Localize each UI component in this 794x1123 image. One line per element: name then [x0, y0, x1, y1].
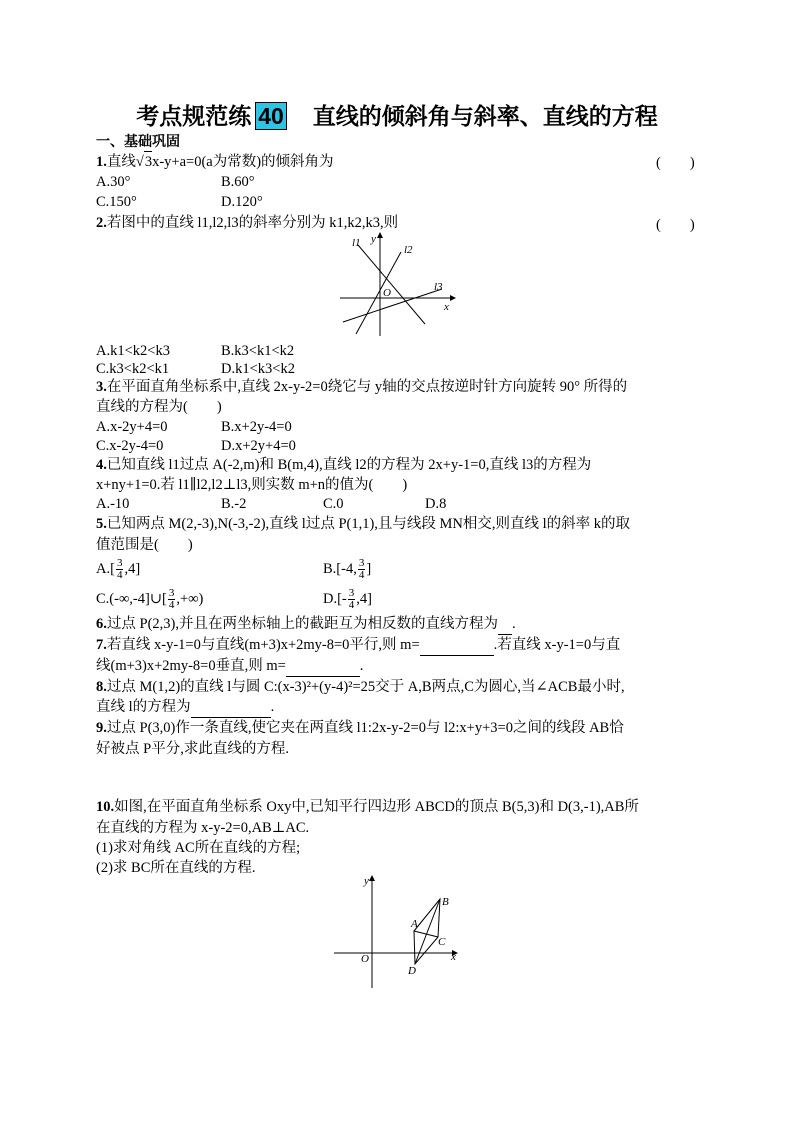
q8-number: 8. [96, 679, 107, 695]
q10-number: 10. [96, 799, 115, 815]
q2-label-l2: l2 [404, 244, 413, 256]
question-4 [96, 455, 591, 475]
question-9 [96, 718, 624, 738]
q2-label-y: y [371, 233, 376, 245]
q1-answer-paren: ( ) [656, 155, 695, 171]
q5c-pre: C.(-∞,-4]∪[ [96, 590, 167, 607]
q5d-numerator: 3 [348, 587, 355, 599]
q3-option-b: B.x+2y-4=0 [221, 419, 292, 435]
q5d-post: ,4] [356, 590, 372, 607]
q5d-denominator: 4 [348, 599, 355, 611]
question-7 [96, 635, 620, 656]
q5b-fraction [358, 558, 366, 581]
q5d-fraction [348, 588, 356, 611]
q7-line2a: 线(m+3)x+2my-8=0垂直,则 m= [96, 658, 286, 674]
q7-line1a: 若直线 x-y-1=0与直线(m+3)x+2my-8=0平行,则 m= [106, 637, 420, 653]
sqrt-sign: √ [135, 154, 144, 170]
q10-y-arrow [369, 875, 375, 881]
q2-line-l3 [343, 289, 442, 322]
q5-line1: 已知两点 M(2,-3),N(-3,-2),直线 l过点 P(1,1),且与线段 MN相交,则直线 l的斜率 k的取 [106, 516, 631, 532]
q5-option-d [323, 588, 372, 611]
q9-number: 9. [96, 720, 107, 736]
q4-option-c: C.0 [323, 496, 344, 512]
q2-y-arrow [377, 232, 383, 238]
question-3 [96, 377, 627, 397]
question-6 [96, 614, 516, 635]
q5-number: 5. [96, 516, 107, 532]
title-number-badge: 40 [255, 102, 287, 130]
title-main: 直线的倾斜角与斜率、直线的方程 [312, 104, 658, 130]
q10-figure [330, 872, 470, 992]
q6-text: 过点 P(2,3),并且在两坐标轴上的截距互为相反数的直线方程为 [106, 616, 498, 632]
q5c-post: ,+∞) [176, 590, 204, 607]
q6-number: 6. [96, 616, 107, 632]
q2-option-b: B.k3<k1<k2 [221, 343, 295, 359]
q5-line2: 值范围是( ) [96, 537, 193, 553]
q10-label-d: D [408, 965, 416, 977]
q4-line2: x+ny+1=0.若 l1∥l2,l2⊥l3,则实数 m+n的值为( ) [96, 477, 408, 493]
q8-line2a: 直线 l的方程为 [96, 699, 191, 715]
q10-part-2: (2)求 BC所在直线的方程. [96, 860, 256, 876]
q8-line2b: . [270, 699, 275, 715]
q1-option-b: B.60° [221, 174, 255, 190]
q5-option-b [323, 558, 371, 581]
q7-line1b: .若直线 x-y-1=0与直 [493, 637, 621, 653]
q5a-fraction [116, 558, 124, 581]
q2-x-arrow [450, 295, 456, 301]
q6-answer-blank[interactable] [498, 614, 512, 635]
q2-number: 2. [96, 215, 107, 231]
q2-label-l3: l3 [434, 281, 443, 293]
q3-number: 3. [96, 379, 107, 395]
q10-diagonal-bd [415, 899, 440, 964]
page-title [0, 98, 794, 131]
q8-answer-blank[interactable] [191, 697, 271, 718]
q10-part-1: (1)求对角线 AC所在直线的方程; [96, 840, 301, 856]
q10-label-b: B [442, 896, 449, 908]
q3-option-d: D.x+2y+4=0 [221, 438, 296, 454]
q5b-denominator: 4 [358, 569, 365, 581]
q4-option-b: B.-2 [221, 496, 247, 512]
q5a-numerator: 3 [116, 557, 123, 569]
q4-option-d: D.8 [425, 496, 447, 512]
q1-text-a: 直线 [106, 154, 136, 170]
q10-line2: 在直线的方程为 x-y-2=0,AB⊥AC. [96, 820, 310, 836]
q10-label-x: x [451, 951, 456, 963]
q5a-post: ,4] [124, 560, 141, 577]
q3-line1: 在平面直角坐标系中,直线 2x-y-2=0绕它与 y轴的交点按逆时针方向旋转 90° 所得的 [106, 379, 628, 395]
q2-figure [338, 230, 458, 340]
q5d-pre: D.[- [323, 590, 347, 607]
q2-option-a: A.k1<k2<k3 [96, 343, 170, 359]
q5b-numerator: 3 [358, 557, 365, 569]
q2-label-origin: O [383, 287, 391, 299]
q10-label-a: A [411, 918, 418, 930]
q5b-pre: B.[-4, [323, 560, 357, 577]
q7-number: 7. [96, 637, 107, 653]
q2-text: 若图中的直线 l1,l2,l3的斜率分别为 k1,k2,k3,则 [106, 215, 399, 231]
q1-option-a: A.30° [96, 174, 131, 190]
q5c-numerator: 3 [168, 587, 175, 599]
q10-label-y: y [364, 875, 369, 887]
q2-line-l2 [356, 252, 401, 334]
q9-line1: 过点 P(3,0)作一条直线,使它夹在两直线 l1:2x-y-2=0与 l2:x+y+3=0之间的线段 AB恰 [106, 720, 624, 736]
question-1 [96, 151, 334, 172]
q2-option-c: C.k3<k2<k1 [96, 361, 170, 377]
q7-line2 [96, 656, 363, 677]
q5c-denominator: 4 [168, 599, 175, 611]
question-5 [96, 514, 630, 534]
q4-line1: 已知直线 l1过点 A(-2,m)和 B(m,4),直线 l2的方程为 2x+y-1=0,直线 l3的方程为 [106, 457, 592, 473]
q4-number: 4. [96, 457, 107, 473]
q8-line1: 过点 M(1,2)的直线 l与圆 C:(x-3)²+(y-4)²=25交于 A,B两点,C为圆心,当∠ACB最小时, [106, 679, 625, 695]
q5-option-a [96, 558, 140, 581]
q7-answer-blank-2[interactable] [286, 656, 360, 677]
q10-label-origin: O [361, 953, 369, 965]
q1-option-d: D.120° [221, 194, 263, 210]
q5c-fraction [168, 588, 176, 611]
q1-text-b: x-y+a=0(a为常数)的倾斜角为 [152, 154, 334, 170]
q7-answer-blank-1[interactable] [420, 635, 494, 656]
q3-option-a: A.x-2y+4=0 [96, 419, 168, 435]
q9-line2: 好被点 P平分,求此直线的方程. [96, 741, 289, 757]
q2-label-l1: l1 [352, 237, 361, 249]
q1-radicand: 3 [144, 151, 152, 172]
q5a-pre: A.[ [96, 560, 115, 577]
q1-number: 1. [96, 154, 107, 170]
q5-option-c [96, 588, 203, 611]
section-heading: 一、基础巩固 [96, 134, 180, 150]
title-prefix: 考点规范练 [136, 104, 252, 130]
q4-option-a: A.-10 [96, 496, 130, 512]
q2-label-x: x [444, 301, 449, 313]
q3-line2: 直线的方程为( ) [96, 399, 222, 415]
q1-option-c: C.150° [96, 194, 137, 210]
q2-option-d: D.k1<k3<k2 [221, 361, 295, 377]
question-8 [96, 677, 625, 697]
q10-line1: 如图,在平面直角坐标系 Oxy中,已知平行四边形 ABCD的顶点 B(5,3)和 D(3,-1),AB所 [114, 799, 639, 815]
q5b-post: ] [366, 560, 372, 577]
q5a-denominator: 4 [116, 569, 123, 581]
q6-end: . [511, 616, 516, 632]
q10-label-c: C [438, 936, 446, 948]
question-10 [96, 797, 639, 817]
q8-line2 [96, 697, 274, 718]
q3-option-c: C.x-2y-4=0 [96, 438, 164, 454]
q2-answer-paren: ( ) [656, 217, 695, 233]
q7-line2b: . [359, 658, 364, 674]
